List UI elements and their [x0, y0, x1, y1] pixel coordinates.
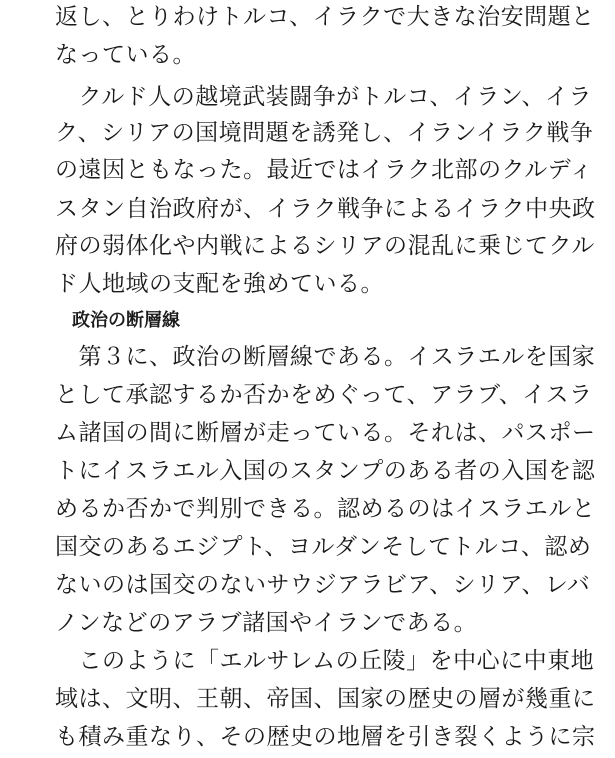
body-text-line: 府の弱体化や内戦によるシリアの混乱に乗じてクル: [55, 233, 595, 259]
section-heading: 政治の断層線: [72, 310, 180, 331]
body-text-line: 域は、文明、王朝、帝国、国家の歴史の層が幾重に: [55, 686, 596, 712]
body-text-line: トにイスラエル入国のスタンプのある者の入国を認: [55, 458, 596, 484]
body-text-line: 第３に、政治の断層線である。イスラエルを国家: [55, 344, 596, 370]
body-text-line: ク、シリアの国境問題を誘発し、イランイラク戦争: [55, 120, 594, 146]
body-text-line: として承認するか否かをめぐって、アラブ、イスラ: [55, 382, 593, 408]
body-text-line: も積み重なり、その歴史の地層を引き裂くように宗: [55, 724, 596, 750]
body-text-line: スタン自治政府が、イラク戦争によるイラク中央政: [55, 196, 596, 222]
body-text-line: クルド人の越境武装闘争がトルコ、イラン、イラ: [55, 84, 593, 110]
body-text-line: の遠因ともなった。最近ではイラク北部のクルディ: [55, 157, 593, 183]
body-text-line: ム諸国の間に断層が走っている。それは、パスポー: [55, 420, 596, 446]
body-text-line: なっている。: [55, 42, 196, 68]
body-text-line: ド人地域の支配を強めている。: [55, 271, 384, 297]
body-text-line: このように「エルサレムの丘陵」を中心に中東地: [55, 648, 595, 674]
body-text-line: 返し、とりわけトルコ、イラクで大きな治安問題と: [55, 4, 595, 30]
body-text-line: ないのは国交のないサウジアラビア、シリア、レバ: [55, 572, 591, 598]
body-text-line: めるか否かで判別できる。認めるのはイスラエルと: [55, 496, 596, 522]
body-text-line: ノンなどのアラブ諸国やイランである。: [55, 610, 478, 636]
body-text-line: 国交のあるエジプト、ヨルダンそしてトルコ、認め: [55, 534, 592, 560]
